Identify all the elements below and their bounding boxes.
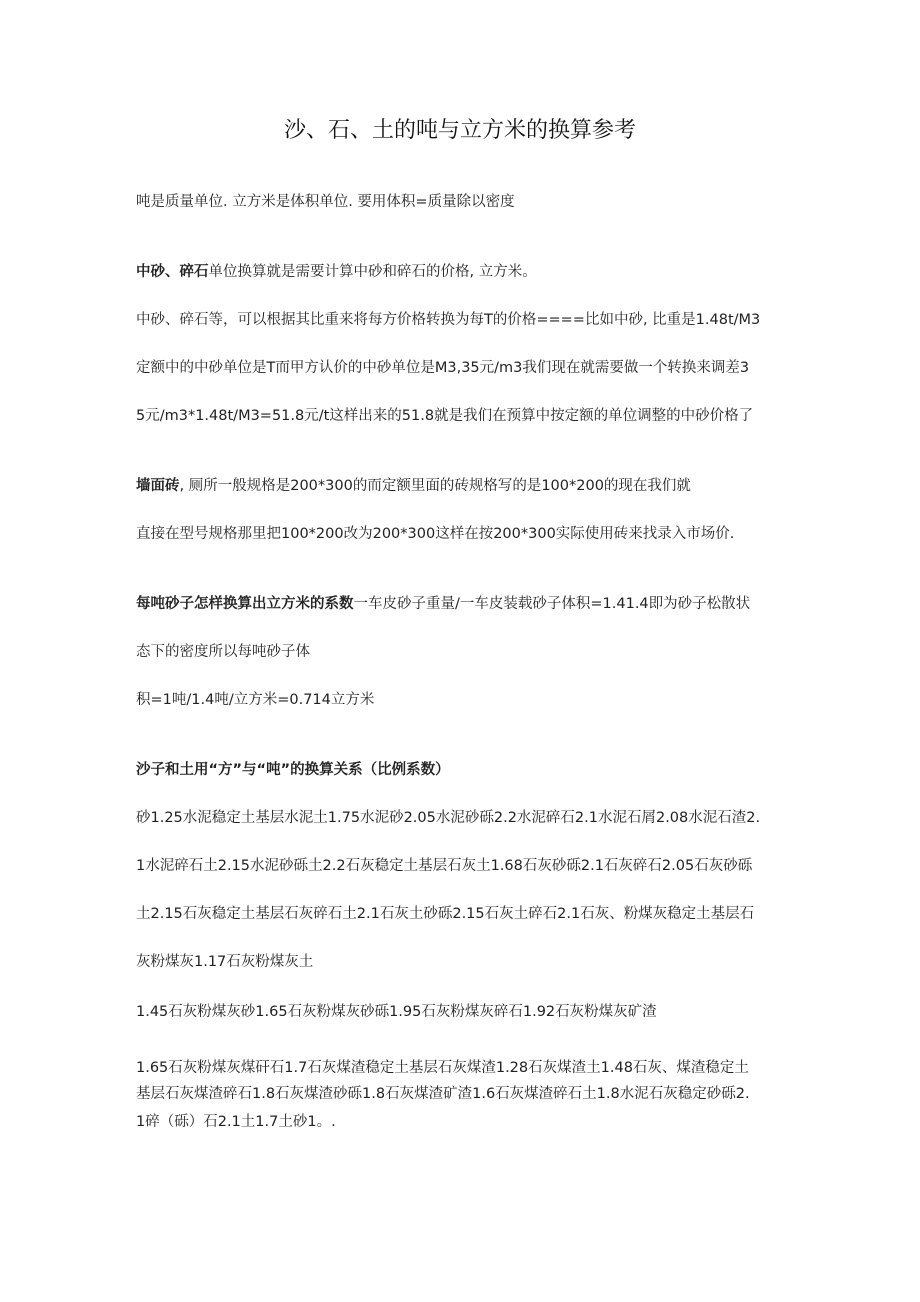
sec4-heading: 沙子和土用“方”与“吨”的换算关系（比例系数） <box>136 762 450 778</box>
sec1-line-1: 中砂、碎石等，可以根据其比重来将每方价格转换为每T的价格====比如中砂, 比重是1.48t/M3 <box>136 312 761 328</box>
sec3-line-3: 积=1吨/1.4吨/立方米=0.714立方米 <box>136 692 375 708</box>
sec4-line-4: 灰粉煤灰1.17石灰粉煤灰土 <box>136 954 314 970</box>
sec3-heading-rest: 一车皮砂子重量/一车皮装载砂子体积=1.41.4即为砂子松散状 <box>353 596 751 612</box>
sec4-line-5: 1.45石灰粉煤灰砂1.65石灰粉煤灰砂砾1.95石灰粉煤灰碎石1.92石灰粉煤灰矿渣 <box>136 1004 657 1020</box>
sec3-heading: 每吨砂子怎样换算出立方米的系数 <box>136 596 354 612</box>
intro-line: 吨是质量单位. 立方米是体积单位. 要用体积=质量除以密度 <box>136 194 515 210</box>
sec4-line-8: 1碎（砾）石2.1土1.7土砂1。. <box>136 1114 336 1130</box>
sec1-line-3: 5元/m3*1.48t/M3=51.8元/t这样出来的51.8就是我们在预算中按定额的单位调整的中砂价格了 <box>136 408 754 424</box>
sec2-heading-line <box>136 476 796 496</box>
sec4-line-6: 1.65石灰粉煤灰煤矸石1.7石灰煤渣稳定土基层石灰煤渣1.28石灰煤渣土1.48石灰、煤渣稳定土 <box>136 1060 749 1076</box>
sec1-heading-rest: 单位换算就是需要计算中砂和碎石的价格, 立方米。 <box>208 264 537 280</box>
sec4-line-2: 1水泥碎石土2.15水泥砂砾土2.2石灰稳定土基层石灰土1.68石灰砂砾2.1石灰碎石2.05石灰砂砾 <box>136 858 753 874</box>
sec1-line-2: 定额中的中砂单位是T而甲方认价的中砂单位是M3,35元/m3我们现在就需要做一个转换来调差3 <box>136 360 750 376</box>
sec1-heading: 中砂、碎石 <box>136 264 209 280</box>
sec2-line-2: 直接在型号规格那里把100*200改为200*300这样在按200*300实际使用砖来找录入市场价. <box>136 526 735 542</box>
document-title: 沙、石、土的吨与立方米的换算参考 <box>283 118 636 143</box>
sec4-line-3: 土2.15石灰稳定土基层石灰碎石土2.1石灰土砂砾2.15石灰土碎石2.1石灰、粉煤灰稳定土基层石 <box>136 906 755 922</box>
sec4-line-1: 砂1.25水泥稳定土基层水泥土1.75水泥砂2.05水泥砂砾2.2水泥碎石2.1水泥石屑2.08水泥石渣2. <box>136 810 761 826</box>
sec2-heading-rest: , 厕所一般规格是200*300的而定额里面的砖规格写的是100*200的现在我们就 <box>179 478 691 494</box>
sec1-heading-line <box>136 262 796 282</box>
sec4-line-7: 基层石灰煤渣碎石1.8石灰煤渣砂砾1.8石灰煤渣矿渣1.6石灰煤渣碎石土1.8水泥石灰稳定砂砾2. <box>136 1086 750 1102</box>
sec3-heading-line <box>136 594 796 614</box>
sec3-line-2: 态下的密度所以每吨砂子体 <box>136 644 310 660</box>
sec2-heading: 墙面砖 <box>136 478 180 494</box>
